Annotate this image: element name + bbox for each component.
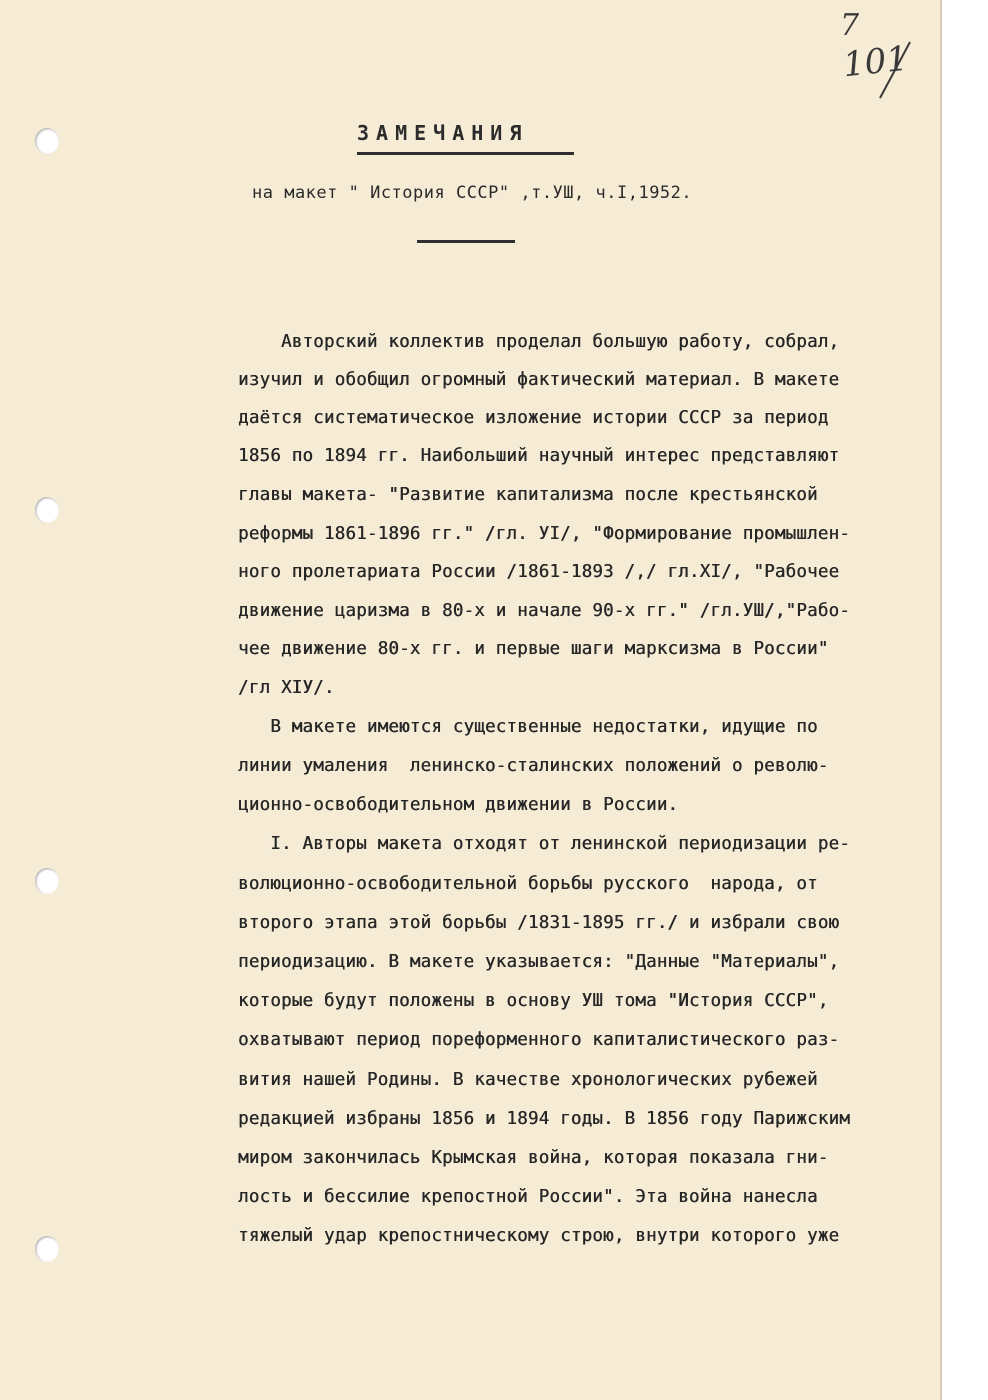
- text-line: изучил и обобщил огромный фактический материал. В макете: [238, 370, 840, 390]
- text-line: которые будут положены в основу УШ тома "История СССР",: [238, 991, 829, 1011]
- text-line: главы макета- "Развитие капитализма после крестьянской: [238, 485, 818, 505]
- handwritten-strike-mark: [870, 38, 920, 103]
- text-line: редакцией избраны 1856 и 1894 годы. В 1856 году Парижским: [238, 1109, 850, 1129]
- text-line: линии умаления ленинско-сталинских положений о револю-: [238, 756, 829, 776]
- punch-hole: [35, 128, 59, 154]
- text-line: Авторский коллектив проделал большую работу, собрал,: [238, 332, 840, 352]
- separator-rule: [417, 240, 515, 243]
- title-underline: [357, 152, 574, 155]
- text-line: В макете имеются существенные недостатки, идущие по: [238, 717, 818, 737]
- document-subtitle: на макет " История СССР" ,т.УШ, ч.I,1952.: [252, 183, 693, 203]
- text-line: охватывают период пореформенного капиталистического раз-: [238, 1030, 840, 1050]
- handwritten-folio-number: 101: [841, 38, 910, 86]
- text-line: лость и бессилие крепостной России". Эта война нанесла: [238, 1187, 818, 1207]
- text-line: движение царизма в 80-х и начале 90-х гг." /гл.УШ/,"Рабо-: [238, 601, 850, 621]
- handwritten-page-number: 7: [840, 8, 860, 43]
- text-line: реформы 1861-1896 гг." /гл. УI/, "Формирование промышлен-: [238, 524, 850, 544]
- text-line: чее движение 80-х гг. и первые шаги марксизма в России": [238, 639, 829, 659]
- text-line: ного пролетариата России /1861-1893 /,/ гл.XI/, "Рабочее: [238, 562, 840, 582]
- text-line: /гл XIУ/.: [238, 678, 335, 698]
- text-line: периодизацию. В макете указывается: "Данные "Материалы",: [238, 952, 840, 972]
- text-line: I. Авторы макета отходят от ленинской периодизации ре-: [238, 834, 850, 854]
- punch-hole: [35, 868, 59, 894]
- punch-hole: [35, 1236, 59, 1262]
- text-line: вития нашей Родины. В качестве хронологических рубежей: [238, 1070, 818, 1090]
- text-line: миром закончилась Крымская война, которая показала гни-: [238, 1148, 829, 1168]
- document-title: ЗАМЕЧАНИЯ: [357, 121, 529, 145]
- text-line: волюционно-освободительной борьбы русского народа, от: [238, 874, 818, 894]
- text-line: тяжелый удар крепостническому строю, внутри которого уже: [238, 1226, 840, 1246]
- text-line: ционно-освободительном движении в России.: [238, 795, 679, 815]
- punch-hole: [35, 497, 59, 523]
- text-line: даётся систематическое изложение истории СССР за период: [238, 408, 829, 428]
- text-line: 1856 по 1894 гг. Наибольший научный интерес представляют: [238, 446, 840, 466]
- scan-margin: [942, 0, 988, 1400]
- text-line: второго этапа этой борьбы /1831-1895 гг./ и избрали свою: [238, 913, 840, 933]
